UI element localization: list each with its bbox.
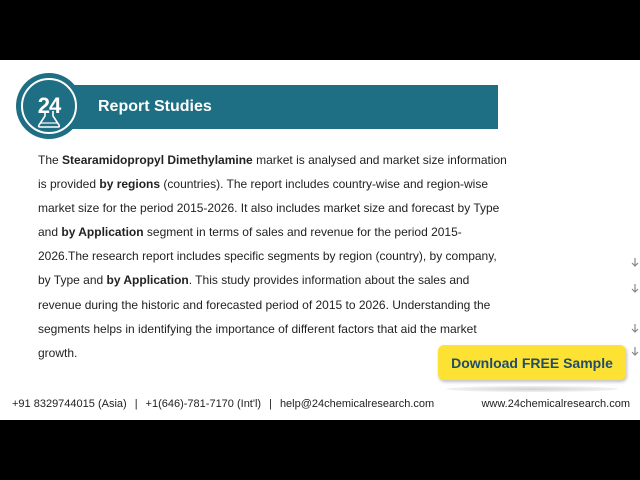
arrow-icon bbox=[630, 345, 640, 357]
phone-asia[interactable]: +91 8329744015 (Asia) bbox=[12, 398, 127, 410]
body-text-run: segment in terms of sales and revenue for the period 2015-2026.The research report includes specific segments by region (country), by company, by Type and bbox=[38, 225, 497, 288]
contact-info bbox=[12, 398, 434, 410]
emphasis-text: by regions bbox=[99, 177, 161, 192]
body-text-run: (countries). The report includes country-wise and region-wise market size for the period 2015-2026. It also includes market size and forecast by Type and bbox=[38, 177, 500, 240]
slide bbox=[0, 60, 640, 420]
separator: | bbox=[134, 398, 138, 410]
logo-text: 24 bbox=[37, 93, 61, 118]
body-text-run: market is analysed and market size information is provided bbox=[38, 153, 507, 192]
report-description bbox=[38, 148, 508, 365]
email-link[interactable]: help@24chemicalresearch.com bbox=[279, 398, 435, 410]
separator: | bbox=[269, 398, 272, 410]
page-title: Report Studies bbox=[98, 98, 212, 115]
company-logo bbox=[16, 73, 82, 139]
download-sample-button[interactable]: Download FREE Sample bbox=[438, 345, 626, 380]
arrow-icon bbox=[630, 282, 640, 294]
header-banner bbox=[56, 85, 498, 129]
body-text-run: The bbox=[38, 153, 63, 167]
emphasis-text: Stearamidopropyl Dimethylamine bbox=[62, 153, 253, 167]
website-link[interactable]: www.24chemicalresearch.com bbox=[481, 398, 630, 410]
arrow-icon bbox=[630, 322, 640, 334]
emphasis-text: by Application bbox=[106, 273, 189, 288]
button-shadow bbox=[446, 386, 618, 392]
body-text-run: . This study provides information about the sales and revenue during the historic and forecasted period of 2015 to 2026. Understanding the segments helps in identifying the importance of different factors that aid the market growth. bbox=[38, 273, 491, 360]
phone-intl[interactable]: +1(646)-781-7170 (Int'l) bbox=[145, 398, 262, 410]
emphasis-text: by Application bbox=[61, 225, 144, 240]
arrow-icon bbox=[630, 256, 640, 268]
